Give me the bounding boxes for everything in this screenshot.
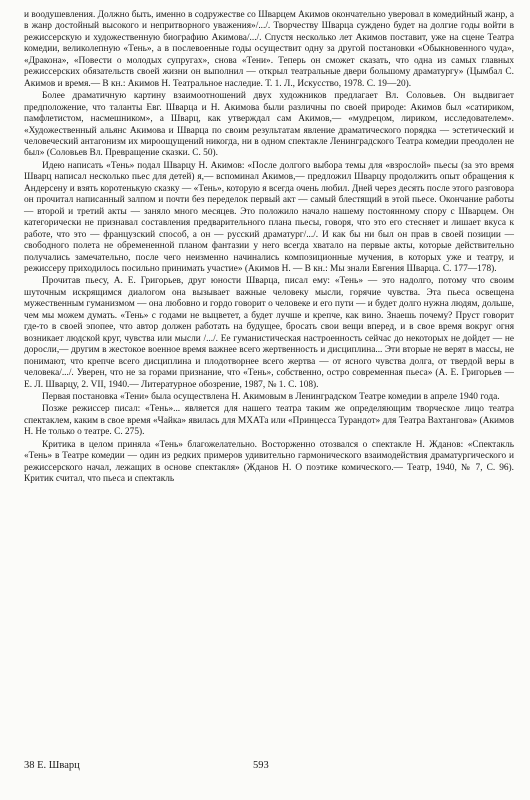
printer-signature: 38 Е. Шварц: [24, 760, 80, 771]
paragraph: Более драматичную картину взаимоотношений двух художников предлагает Вл. Соловьев. Он выдвигает предположение, что таланты Евг. Шварца и Н. Акимова были различны по своей природе: Акимов был «сатириком, памфлетистом, насмешником», а Шварц, как утверждал сам Акимов,— «мудрецом, лириком, исследователем». «Художественный альянс Акимова и Шварца по своим результатам явление драматического порядка — эстетический и человеческий антагонизм их мироощущений никогда, ни в одном спектакле Ленинградского Театра комедии преодолен не был» (Соловьев Вл. Превращение сказки. С. 50).: [24, 91, 514, 159]
paragraph: Прочитав пьесу, А. Е. Григорьев, друг юности Шварца, писал ему: «Тень» — это надолго, потому что своим шуточным искрящимся диалогом она вызывает важные человеку мысли, горячие чувства. Эта пьеса освещена мужественным гуманизмом — она любовно и гордо говорит о человеке и его пути — и будет долго нужна людям, дольше, чем мы можем думать. «Тень» с годами не выцветет, а будет лучше и крепче, как вино. Знаешь почему? Пруст говорит где-то в своей эпопее, что автор должен работать на будущее, бросать свои вещи вперед, и в свое время вокруг огня возникает людской круг, чувства или мысли /.../. Ее гуманистическая настроенность сейчас до некоторых не дойдет — не доросли,— другим в жестокое военное время важнее всего жертвенность и дисциплина... Эти вторые не верят в массы, не понимают, что крепче всего дисциплина и плодотворнее всего жертва — от ясного чувства долга, от твердой веры в человека/.../. Уверен, что не за горами признание, что «Тень», собственно, остро современная пьеса» (А. Е. Григорьев — Е. Л. Шварцу, 2. VII, 1940.— Литературное обозрение, 1987, № 1. С. 108).: [24, 276, 514, 390]
paragraph: и воодушевления. Должно быть, именно в содружестве со Шварцем Акимов окончательно уверовал в комедийный жанр, а в жанр достойный высокого и непритворного уважения»/.../. Творчеству Шварца суждено будет на долгие годы войти в режиссерскую и художественную биографию Акимова/.../. Спустя несколько лет Акимов поставит, уже на сцене Театра комедии, великолепную «Тень», а в послевоенные годы осуществит одну за другой постановки «Обыкновенного чуда», «Дракона», «Повести о молодых супругах», снова «Тени». Теперь он сможет сказать, что одна из самых главных режиссерских обязательств своей жизни он выполнил — открыл театральные двери большому драматургу» (Цымбал С. Акимов и время.— В кн.: Акимов Н. Театральное наследие. Т. 1. Л., Искусство, 1978. С. 19—20).: [24, 10, 514, 89]
page-number: 593: [253, 760, 269, 771]
page-text: [24, 10, 514, 486]
paragraph: Идею написать «Тень» подал Шварцу Н. Акимов: «После долгого выбора темы для «взрослой» пьесы (за это время Шварц написал несколько пьес для детей) я,— вспоминал Акимов,— предложил Шварцу продолжить опыт обращения к Андерсену и взять коротенькую сказку — «Тень», которую я всегда очень любил. Дней через десять после этого разговора он прочитал написанный залпом и почти без переделок первый акт — самый блестящий в этой пьесе. Окончание работы — второй и третий акты — заняло много месяцев. Это положило начало нашему постоянному спору с Шварцем. Он категорически не признавал составления предварительного плана пьесы, говоря, что это его стесняет и лишает вкуса к работе, что это — французский способ, а он — русский драматург/.../. И как бы ни был он прав в своей позиции — свободного полета не обремененной планом фантазии у него всегда хватало на первые акты, которые действительно получались замечательно, после чего неизменно начинались композиционные мучения, в которых уже и театру, и режиссеру приходилось посильно принимать участие» (Акимов Н. — В кн.: Мы знали Евгения Шварца. С. 177—178).: [24, 160, 514, 274]
paragraph: Критика в целом приняла «Тень» благожелательно. Восторженно отозвался о спектакле Н. Жданов: «Спектакль «Тень» в Театре комедии — один из редких примеров удивительно гармонического взаимодействия драматургического и режиссерского начал, лежащих в основе спектакля» (Жданов Н. О поэтике комического.— Театр, 1940, № 7, С. 96). Критик считал, что пьеса и спектакль: [24, 439, 514, 485]
paragraph: Позже режиссер писал: «Тень»... является для нашего театра таким же определяющим творческое лицо театра спектаклем, каким в свое время «Чайка» явилась для МХАТа или «Принцесса Турандот» для Театра Вахтангова» (Акимов Н. Не только о театре. С. 275).: [24, 404, 514, 438]
paragraph: Первая постановка «Тени» была осуществлена Н. Акимовым в Ленинградском Театре комедии в апреле 1940 года.: [42, 391, 500, 402]
